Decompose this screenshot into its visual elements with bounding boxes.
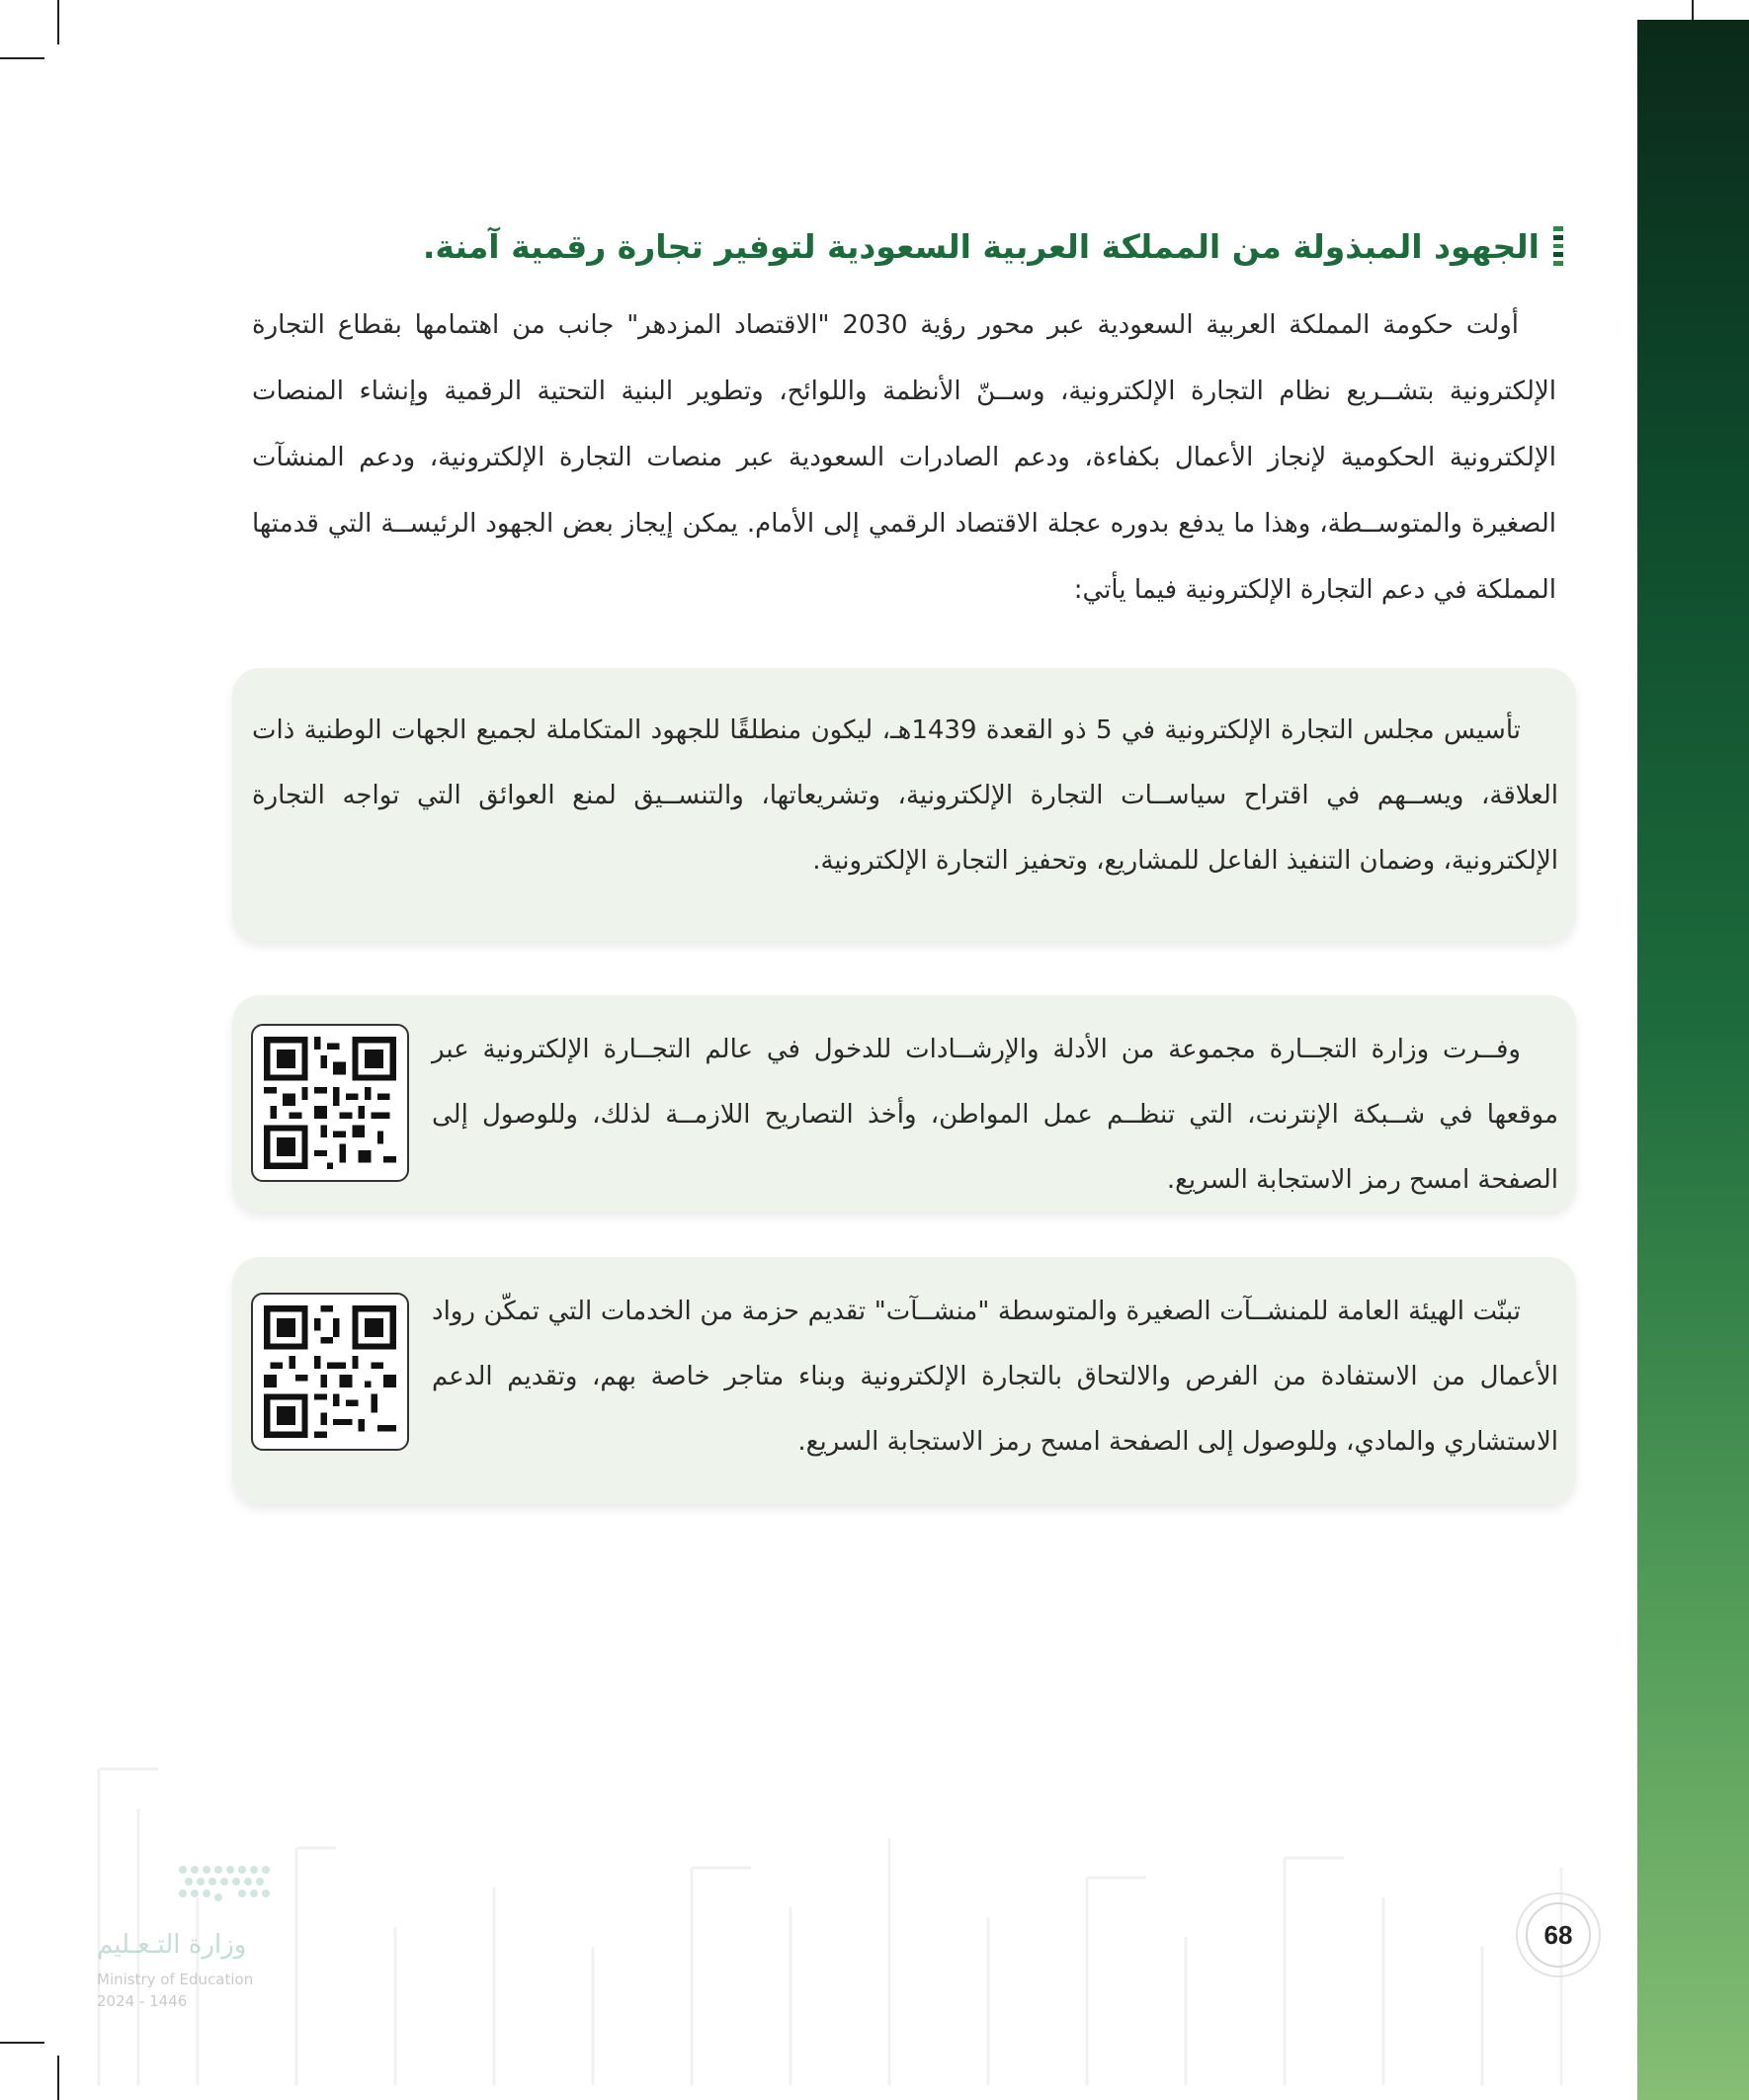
card-text: وفــرت وزارة التجــارة مجموعة من الأدلة والإرشــادات للدخول في عالم التجــارة الإلكترونية عبر موقعها في شــبكة الإنترنت، التي تنظــم عمل المواطن، وأخذ التصاريح اللازمــة لذلك، وللوصول إلى الصفحة امسح رمز الاستجابة السريع.: [432, 1035, 1558, 1195]
crop-mark: [57, 2056, 59, 2100]
intro-paragraph: [252, 293, 1556, 624]
page-number-badge: [1516, 1892, 1601, 1977]
heading-marker-icon: [1553, 226, 1563, 266]
info-card-monshaat: [232, 1257, 1576, 1504]
crop-mark: [0, 57, 44, 59]
crop-mark: [0, 2042, 44, 2044]
info-card-ministry-guides: [232, 995, 1576, 1212]
ministry-year: 2024 - 1446: [97, 1992, 188, 2010]
card-text: تبنّت الهيئة العامة للمنشــآت الصغيرة والمتوسطة "منشــآت" تقديم حزمة من الخدمات التي تمكّن رواد الأعمال من الاستفادة من الفرص والالتحاق بالتجارة الإلكترونية وبناء متاجر خاصة بهم، وتقديم الدعم الاستشاري والمادي، وللوصول إلى الصفحة امسح رمز الاستجابة السريع.: [432, 1297, 1558, 1457]
ministry-name-en: Ministry of Education: [97, 1971, 254, 1988]
info-card-council: [232, 668, 1576, 941]
crop-mark: [57, 0, 59, 44]
qr-code-icon[interactable]: [251, 1293, 409, 1451]
section-title: الجهود المبذولة من المملكة العربية السعودية لتوفير تجارة رقمية آمنة.: [422, 226, 1540, 266]
card-text: تأسيس مجلس التجارة الإلكترونية في 5 ذو القعدة 1439هـ، ليكون منطلقًا للجهود المتكاملة لجميع الجهات الوطنية ذات العلاقة، ويســهم في اقتراح سياســات التجارة الإلكترونية، وتشريعاتها، والتنســيق لمنع العوائق التي تواجه التجارة الإلكترونية، وضمان التنفيذ الفاعل للمشاريع، وتحفيز التجارة الإلكترونية.: [252, 715, 1558, 876]
page-number: 68: [1526, 1902, 1591, 1968]
intro-text: أولت حكومة المملكة العربية السعودية عبر محور رؤية 2030 "الاقتصاد المزدهر" جانب من اهتمامها بقطاع التجارة الإلكترونية بتشــريع نظام التجارة الإلكترونية، وســنّ الأنظمة واللوائح، وتطوير البنية التحتية الرقمية وإنشاء المنصات الإلكترونية الحكومية لإنجاز الأعمال بكفاءة، ودعم الصادرات السعودية عبر منصات التجارة الإلكترونية، ودعم المنشآت الصغيرة والمتوســطة، وهذا ما يدفع بدوره عجلة الاقتصاد الرقمي إلى الأمام. يمكن إيجاز بعض الجهود الرئيســة التي قدمتها المملكة في دعم التجارة الإلكترونية فيما يأتي:: [252, 310, 1556, 605]
section-heading: [395, 223, 1563, 269]
ministry-name-ar: وزارة التـعـليم: [97, 1930, 247, 1960]
decorative-side-bar: [1637, 20, 1749, 2100]
background-circuit-pattern: [79, 1749, 1621, 2100]
qr-code-icon[interactable]: [251, 1024, 409, 1182]
